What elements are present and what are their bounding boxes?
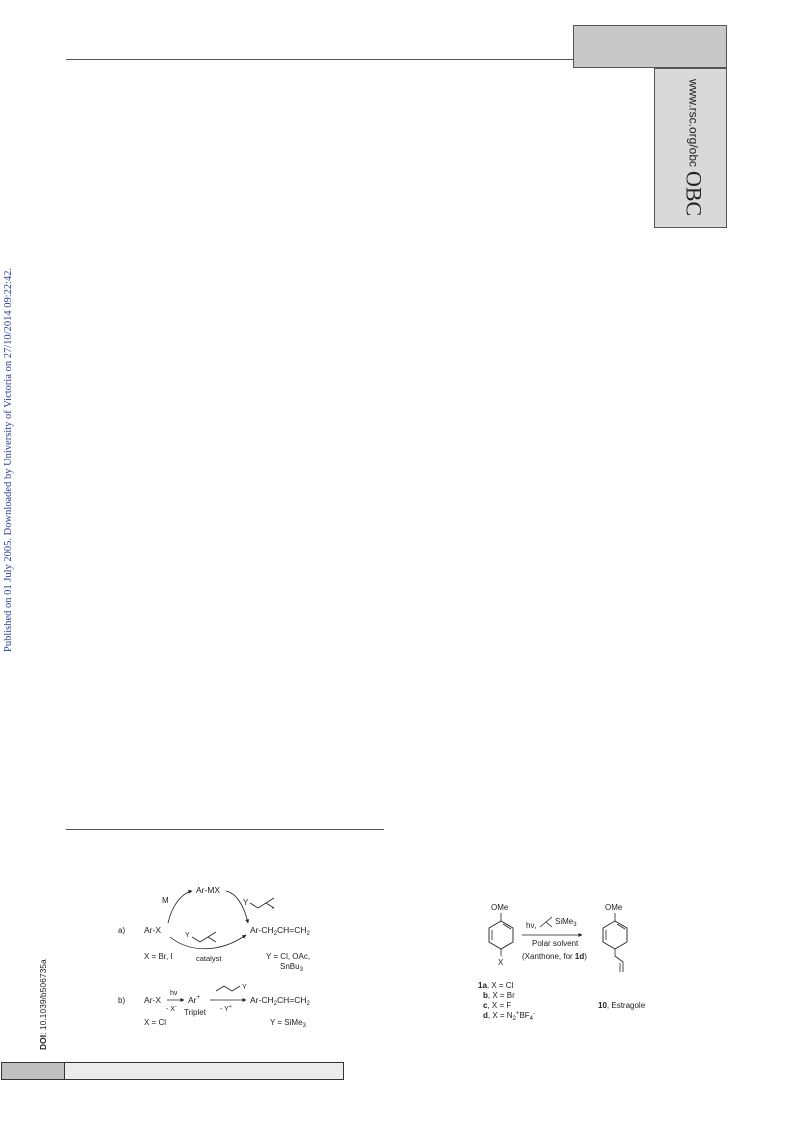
header-rule xyxy=(66,59,574,60)
hv-label-b: hν xyxy=(170,990,178,997)
aryl-cation: Ar+ xyxy=(188,995,201,1005)
allyl-top xyxy=(250,898,274,908)
ome-product: OMe xyxy=(605,903,623,912)
benzene-ring-product xyxy=(603,921,627,949)
ome-reactant: OMe xyxy=(491,903,509,912)
part-b-label: b) xyxy=(118,996,126,1005)
triplet-label: Triplet xyxy=(184,1008,206,1017)
compound-1c: c, X = F xyxy=(483,1001,512,1010)
catalyst-label: catalyst xyxy=(196,954,222,963)
compound-1a: 1a, X = Cl xyxy=(478,981,514,990)
y-label-top: Y xyxy=(243,898,249,907)
scheme-2 xyxy=(470,900,670,1030)
y-label-b: Y xyxy=(242,984,247,991)
x-condition-b: X = Cl xyxy=(144,1018,167,1027)
footer-bar-tab xyxy=(1,1062,65,1080)
hv-label: hν, xyxy=(526,921,537,930)
y-label-mid: Y xyxy=(185,932,190,939)
allyl-mid xyxy=(192,932,216,942)
minus-y-label: - Y+ xyxy=(220,1004,232,1013)
published-note[interactable]: Published on 01 July 2005. Downloaded by University of Victoria on 27/10/2014 09:22:42. xyxy=(3,268,14,653)
x-substituent: X xyxy=(498,958,504,967)
allyl-chain xyxy=(615,949,623,972)
compound-1d: d, $X = N_2^+BF_4^-$ xyxy=(483,1011,536,1022)
doi-value[interactable]: : 10.1039/b506735a xyxy=(38,959,48,1035)
doi-label: DOI xyxy=(38,1034,48,1050)
estragole-label: 10, Estragole xyxy=(598,1001,646,1010)
ar-mx: Ar-MX xyxy=(196,885,221,895)
arrow-coupling xyxy=(226,891,248,923)
ar-x-a: Ar-X xyxy=(144,925,161,935)
part-a-label: a) xyxy=(118,926,126,935)
journal-name: OBC xyxy=(681,170,707,217)
allyl-b xyxy=(216,986,240,991)
journal-side-label xyxy=(666,70,721,225)
polar-solvent: Polar solvent xyxy=(532,939,579,948)
y-condition-line2: SnBu$_3$ xyxy=(280,962,303,973)
metal-label: M xyxy=(162,896,169,905)
header-tab xyxy=(573,25,727,68)
journal-url[interactable]: www.rsc.org/obc xyxy=(686,78,701,167)
compound-1b: b, X = Br xyxy=(483,991,515,1000)
sime3-label: SiMe$_3$ xyxy=(555,917,577,928)
arrow-oxidative-addition xyxy=(168,891,192,923)
y-condition-line1: Y = Cl, OAc, xyxy=(266,952,311,961)
footnote-rule xyxy=(66,829,384,830)
ar-x-b: Ar-X xyxy=(144,995,161,1005)
product-a: $Ar-CH_2CH=CH_2$ xyxy=(250,925,310,937)
x-condition-a: X = Br, I xyxy=(144,952,173,961)
product-b: $Ar-CH_2CH=CH_2$ xyxy=(250,995,310,1007)
benzene-ring-reactant xyxy=(489,921,513,949)
scheme-1 xyxy=(110,875,350,1035)
xanthone-condition: (Xanthone, for 1d) xyxy=(522,952,587,961)
y-condition-b: Y = SiMe$_3$ xyxy=(270,1018,306,1029)
doi-note xyxy=(38,960,52,1050)
minus-x-label: - X- xyxy=(166,1004,177,1013)
